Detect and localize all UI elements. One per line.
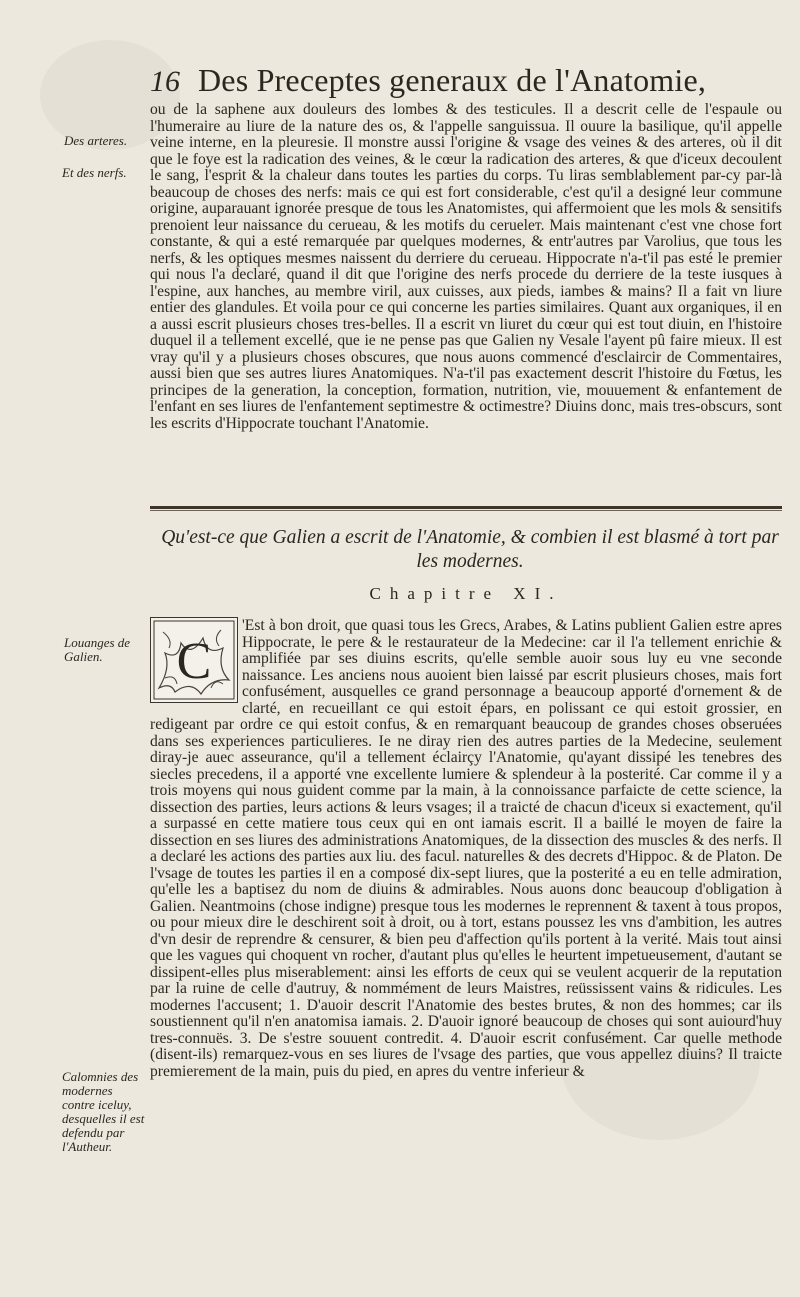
margin-note-calomnies: Calomnies des modernes contre iceluy, desquelles il est defendu par l'Autheur. xyxy=(62,1069,145,1154)
page-number: 16 xyxy=(150,65,180,98)
initial-spacer xyxy=(150,618,242,704)
drop-cap: C xyxy=(176,633,212,690)
paragraph-hippocrate xyxy=(150,102,782,484)
chapter-heading: Chapitre XI. xyxy=(369,584,563,603)
paragraph-galien xyxy=(150,618,782,1273)
margin-note-nerfs: Et des nerfs. xyxy=(62,165,127,180)
page-header xyxy=(150,62,780,99)
margin-note-louanges: Louanges de Galien. xyxy=(64,635,131,664)
paragraph-text: ou de la saphene aux douleurs des lombes & des testicules. Il a descrit celle de l'espaule ou l'humeraire au liure de la nature des os, & l'appelle sanguissua. Il ouure la basilique, qu'il appelle veine interne, en la pleuresie. Il monstre aussi l'origine & vsage des veines & des arteres, où il dit que le foye est la radication des veines, & le cœur la radication des arteres, & que d'iceux decoulent le sang, l'esprit & la chaleur dans toutes les parties du corps. Tu liras semblablement par-cy par-là beaucoup de choses des nerfs: mais ce qui est fort considerable, c'est qu'il a designé leur commune origine, auparauant ignorée presque de tous les Anatomistes, qui affermoient que les mols & sensitifs prenoient leur naissance du cerueau, & les motifs du cerueleт. Mais maintenant c'est vne chose fort constante, & qui a esté remarquée par quelques modernes, & entr'autres par Varolius, que tous les nerfs, & les optiques mesmes naissent du derriere du cerueau. Hippocrate n'a-t'il pas esté le premier qui nous l'a declaré, quand il dit que l'origine des nerfs procede du derriere de la teste iusques à l'espine, aux hanches, au membre viril, aux cuisses, aux pieds, iambes & mains? Il a fait vn liure entier des glandules. Et voila pour ce qui concerne les parties similaires. Quant aux organiques, il en a aussi escrit plusieurs choses tres-belles. Il a escrit vn liuret du cœur qui est tout diuin, en l'histoire duquel il a tellement excellé, que ie ne pense pas que Galien ny Vesale l'ayent pû faire mieux. Il est vray qu'il y a plusieurs choses obscures, que nous auons commencé d'esclaircir de Commentaires, aussi bien que ses autres liures Anatomiques. N'a-t'il pas exactement descrit l'histoire du Fœtus, les principes de la generation, la conception, formation, nutrition, vie, mouuement & enfantement de l'enfant en ses liures de l'enfantement septimestre & octimestre? Diuins donc, mais tres-obscurs, sont les escrits d'Hippocrate touchant l'Anatomie. xyxy=(150,102,782,432)
divider-rule-thin xyxy=(150,510,782,511)
paragraph-text: 'Est à bon droit, que quasi tous les Grecs, Arabes, & Latins publient Galien estre apres Hippocrate, le pere & le restaurateur de la Medecine: car il l'a tellement enrichie & amplifiée par ses diuins escrits, qu'elle semble auoir sous luy eu vne seconde naissance. Les anciens nous auoient bien laissé par escrit plusieurs choses, mais fort confusément, ausquelles ce grand personnage a beaucoup apporté d'ornement & de clarté, en recueillant ce qui estoit épars, en polissant ce qui estoit grossier, en redigeant par ordre ce qui estoit confus, & en remarquant beaucoup de grandes choses obseruées dans ses experiences particulieres. Ie ne diray rien des autres parties de la Medecine, seulement diray-je auec asseurance, qu'il a tellement éclairçy l'Anatomie, qu'ayant dissipé les tenebres des siecles precedens, il a apporté vne excellente lumiere & splendeur à la posterité. Car comme il y a trois moyens qui nous guident comme par la main, à la connoissance parfaicte de cette science, la dissection des parties, leurs actions & leurs vsages; il a traicté de chacun d'iceux si exactement, qu'il a surpassé en cette matiere tous ceux qui en ont iamais escrit. Il a baillé le moyen de faire la dissection en ses liures des administrations Anatomiques, de la dissection des muscles & des nerfs. Il a declaré les actions des parties aux liu. des facul. naturelles & des decrets d'Hippoc. & de Platon. De l'vsage de toutes les parties il en a composé dix-sept liures, que la posterité a eu en telle admiration, qu'elle les a baptisez du nom de diuins & admirables. Nous auons donc beaucoup d'obligation à Galien. Neantmoins (chose indigne) presque tous les modernes le reprennent & taxent à tous propos, ou pour mieux dire le deschirent soit à droit, ou à tort, estans poussez les vns d'ambition, les autres d'vn desir de reprendre & censurer, & bien peu d'affection qu'ils portent à la verité. Mais tout ainsi que les vagues qui choquent vn rocher, d'autant plus qu'elles le heurtent impetueusement, d'autant se dissipent-elles plus miserablement: ainsi les efforts de ceux qui se veulent acquerir de la reputation par la ruine de celle d'autruy, & nommément de leurs Maistres, reüssissent vains & ridicules. Les modernes l'accusent; 1. D'auoir descrit l'Anatomie des bestes brutes, & non des hommes; car ils soustiennent qu'il n'en anatomisa iamais. 2. D'auoir ignoré beaucoup de choses qui sont auiourd'huy tres-connuës. 3. De s'estre souuent contredit. 4. D'auoir escrit confusément. Car quelle methode (disent-ils) remarquez-vous en ses liures de l'vsage des parties, que vous appellez diuins? Il traicte premierement de la main, puis du pied, en apres du ventre inferieur & xyxy=(150,618,782,1080)
margin-note-arteres: Des arteres. xyxy=(64,133,128,148)
divider-rule xyxy=(150,506,782,509)
running-title: Des Preceptes generaux de l'Anatomie, xyxy=(198,62,707,98)
section-title: Qu'est-ce que Galien a escrit de l'Anatomie, & combien il est blasmé à tort par les modernes. xyxy=(161,527,779,572)
